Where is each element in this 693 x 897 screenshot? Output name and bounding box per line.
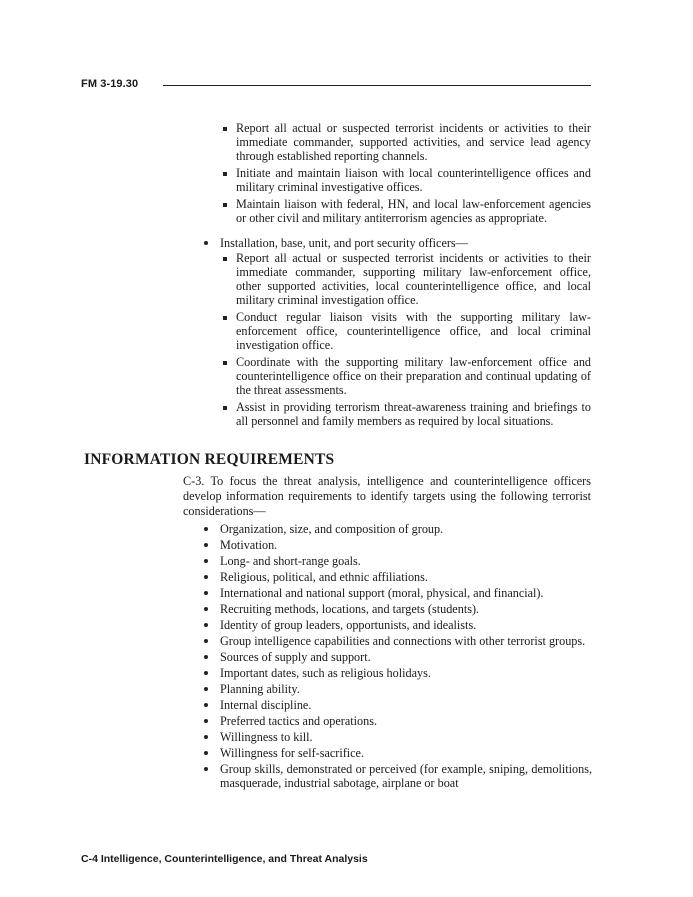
list-item: Group intelligence capabilities and connections with other terrorist groups. — [204, 634, 592, 648]
page-footer: C-4 Intelligence, Counterintelligence, and Threat Analysis — [81, 853, 368, 865]
terrorist-considerations-list — [204, 522, 592, 792]
header-rule — [163, 85, 591, 86]
installation-officers-bullet — [204, 236, 594, 250]
list-item: Report all actual or suspected terrorist incidents or activities to their immediate commander, supported activities, and service lead agency through established reporting channels. — [223, 121, 591, 163]
bullet-text: Installation, base, unit, and port security officers— — [220, 236, 468, 250]
list-item: Identity of group leaders, opportunists, and idealists. — [204, 618, 592, 632]
list-item: Assist in providing terrorism threat-awareness training and briefings to all personnel and family members as required by local situations. — [223, 400, 591, 428]
list-item: Important dates, such as religious holidays. — [204, 666, 592, 680]
list-item: Initiate and maintain liaison with local counterintelligence offices and military criminal investigative offices. — [223, 166, 591, 194]
list-item: Religious, political, and ethnic affiliations. — [204, 570, 592, 584]
list-item: Willingness for self-sacrifice. — [204, 746, 592, 760]
list-item: Planning ability. — [204, 682, 592, 696]
list-item: Maintain liaison with federal, HN, and local law-enforcement agencies or other civil and military antiterrorism agencies as appropriate. — [223, 197, 591, 225]
list-item: Willingness to kill. — [204, 730, 592, 744]
manual-number: FM 3-19.30 — [81, 78, 139, 90]
security-officer-duties-list — [223, 251, 591, 431]
list-item: Report all actual or suspected terrorist incidents or activities to their immediate commander, supporting military law-enforcement office, other supported activities, local counterintelligence office, and local military criminal investigation office. — [223, 251, 591, 307]
intro-paragraph: C-3. To focus the threat analysis, intelligence and counterintelligence officers develop information requirements to identify targets using the following terrorist considerations— — [183, 474, 591, 518]
list-item: Conduct regular liaison visits with the supporting military law-enforcement office, counterintelligence office, and local criminal investigation office. — [223, 310, 591, 352]
list-item: Coordinate with the supporting military law-enforcement office and counterintelligence office on their preparation and continual updating of the threat assessments. — [223, 355, 591, 397]
list-item: Long- and short-range goals. — [204, 554, 592, 568]
list-item: Recruiting methods, locations, and targets (students). — [204, 602, 592, 616]
section-heading: INFORMATION REQUIREMENTS — [84, 451, 335, 468]
list-item: Internal discipline. — [204, 698, 592, 712]
list-item: International and national support (moral, physical, and financial). — [204, 586, 592, 600]
officer-duties-list — [223, 121, 591, 228]
list-item: Motivation. — [204, 538, 592, 552]
list-item: Group skills, demonstrated or perceived (for example, sniping, demolitions, masquerade, industrial sabotage, airplane or boat — [204, 762, 592, 790]
list-item: Sources of supply and support. — [204, 650, 592, 664]
list-item: Organization, size, and composition of group. — [204, 522, 592, 536]
list-item: Preferred tactics and operations. — [204, 714, 592, 728]
